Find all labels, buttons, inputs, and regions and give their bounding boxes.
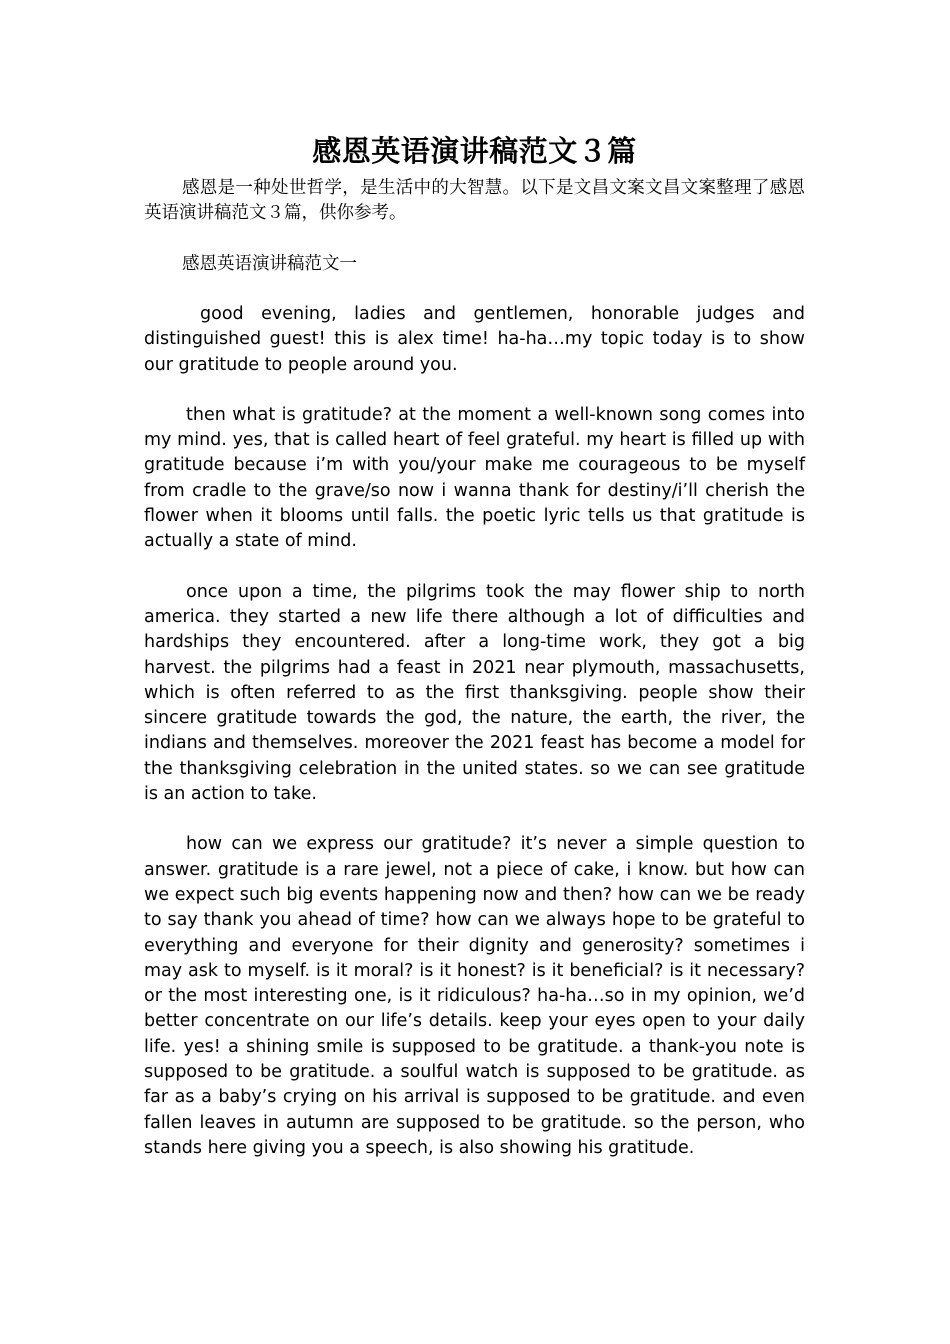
- document-title: 感恩英语演讲稿范文３篇: [312, 134, 637, 168]
- body-paragraph-1: good evening, ladies and gentlemen, honorable judges and distinguished guest! this is alex time! ha-ha…my topic today is to show our gratitude to people around you.: [144, 304, 805, 375]
- document-page: [144, 128, 805, 1161]
- intro-paragraph: 感恩是一种处世哲学，是生活中的大智慧。以下是文昌文案文昌文案整理了感恩英语演讲稿范文３篇，供你参考。: [144, 178, 805, 223]
- body-paragraph-3: once upon a time, the pilgrims took the may flower ship to north america. they started a new life there although a lot of difficulties and hardships they encountered. after a long-time work, they got a big harvest. the pilgrims had a feast in 2021 near plymouth, massachusetts, which is often referred to as the first thanksgiving. people show their sincere gratitude towards the god, the nature, the earth, the river, the indians and themselves. moreover the 2021 feast has become a model for the thanksgiving celebration in the united states. so we can see gratitude is an action to take.: [144, 581, 805, 805]
- section-heading: 感恩英语演讲稿范文一: [182, 254, 357, 274]
- body-paragraph-4: how can we express our gratitude? it’s never a simple question to answer. gratitude is a rare jewel, not a piece of cake, i know. but how can we expect such big events happening now and then? how can we be ready to say thank you ahead of time? how can we always hope to be grateful to everything and everyone for their dignity and generosity? sometimes i may ask to myself. is it moral? is it honest? is it beneficial? is it necessary? or the most interesting one, is it ridiculous? ha-ha…so in my opinion, we’d better concentrate on our life’s details. keep your eyes open to your daily life. yes! a shining smile is supposed to be gratitude. a thank-you note is supposed to be gratitude. a soulful watch is supposed to be gratitude. as far as a baby’s crying on his arrival is supposed to be gratitude. and even fallen leaves in autumn are supposed to be gratitude. so the person, who stands here giving you a speech, is also showing his gratitude.: [144, 834, 805, 1158]
- body-paragraph-2: then what is gratitude? at the moment a well-known song comes into my mind. yes, that is called heart of feel grateful. my heart is filled up with gratitude because i’m with you/your make me courageous to be myself from cradle to the grave/so now i wanna thank for destiny/i’ll cherish the flower when it blooms until falls. the poetic lyric tells us that gratitude is actually a state of mind.: [144, 404, 805, 552]
